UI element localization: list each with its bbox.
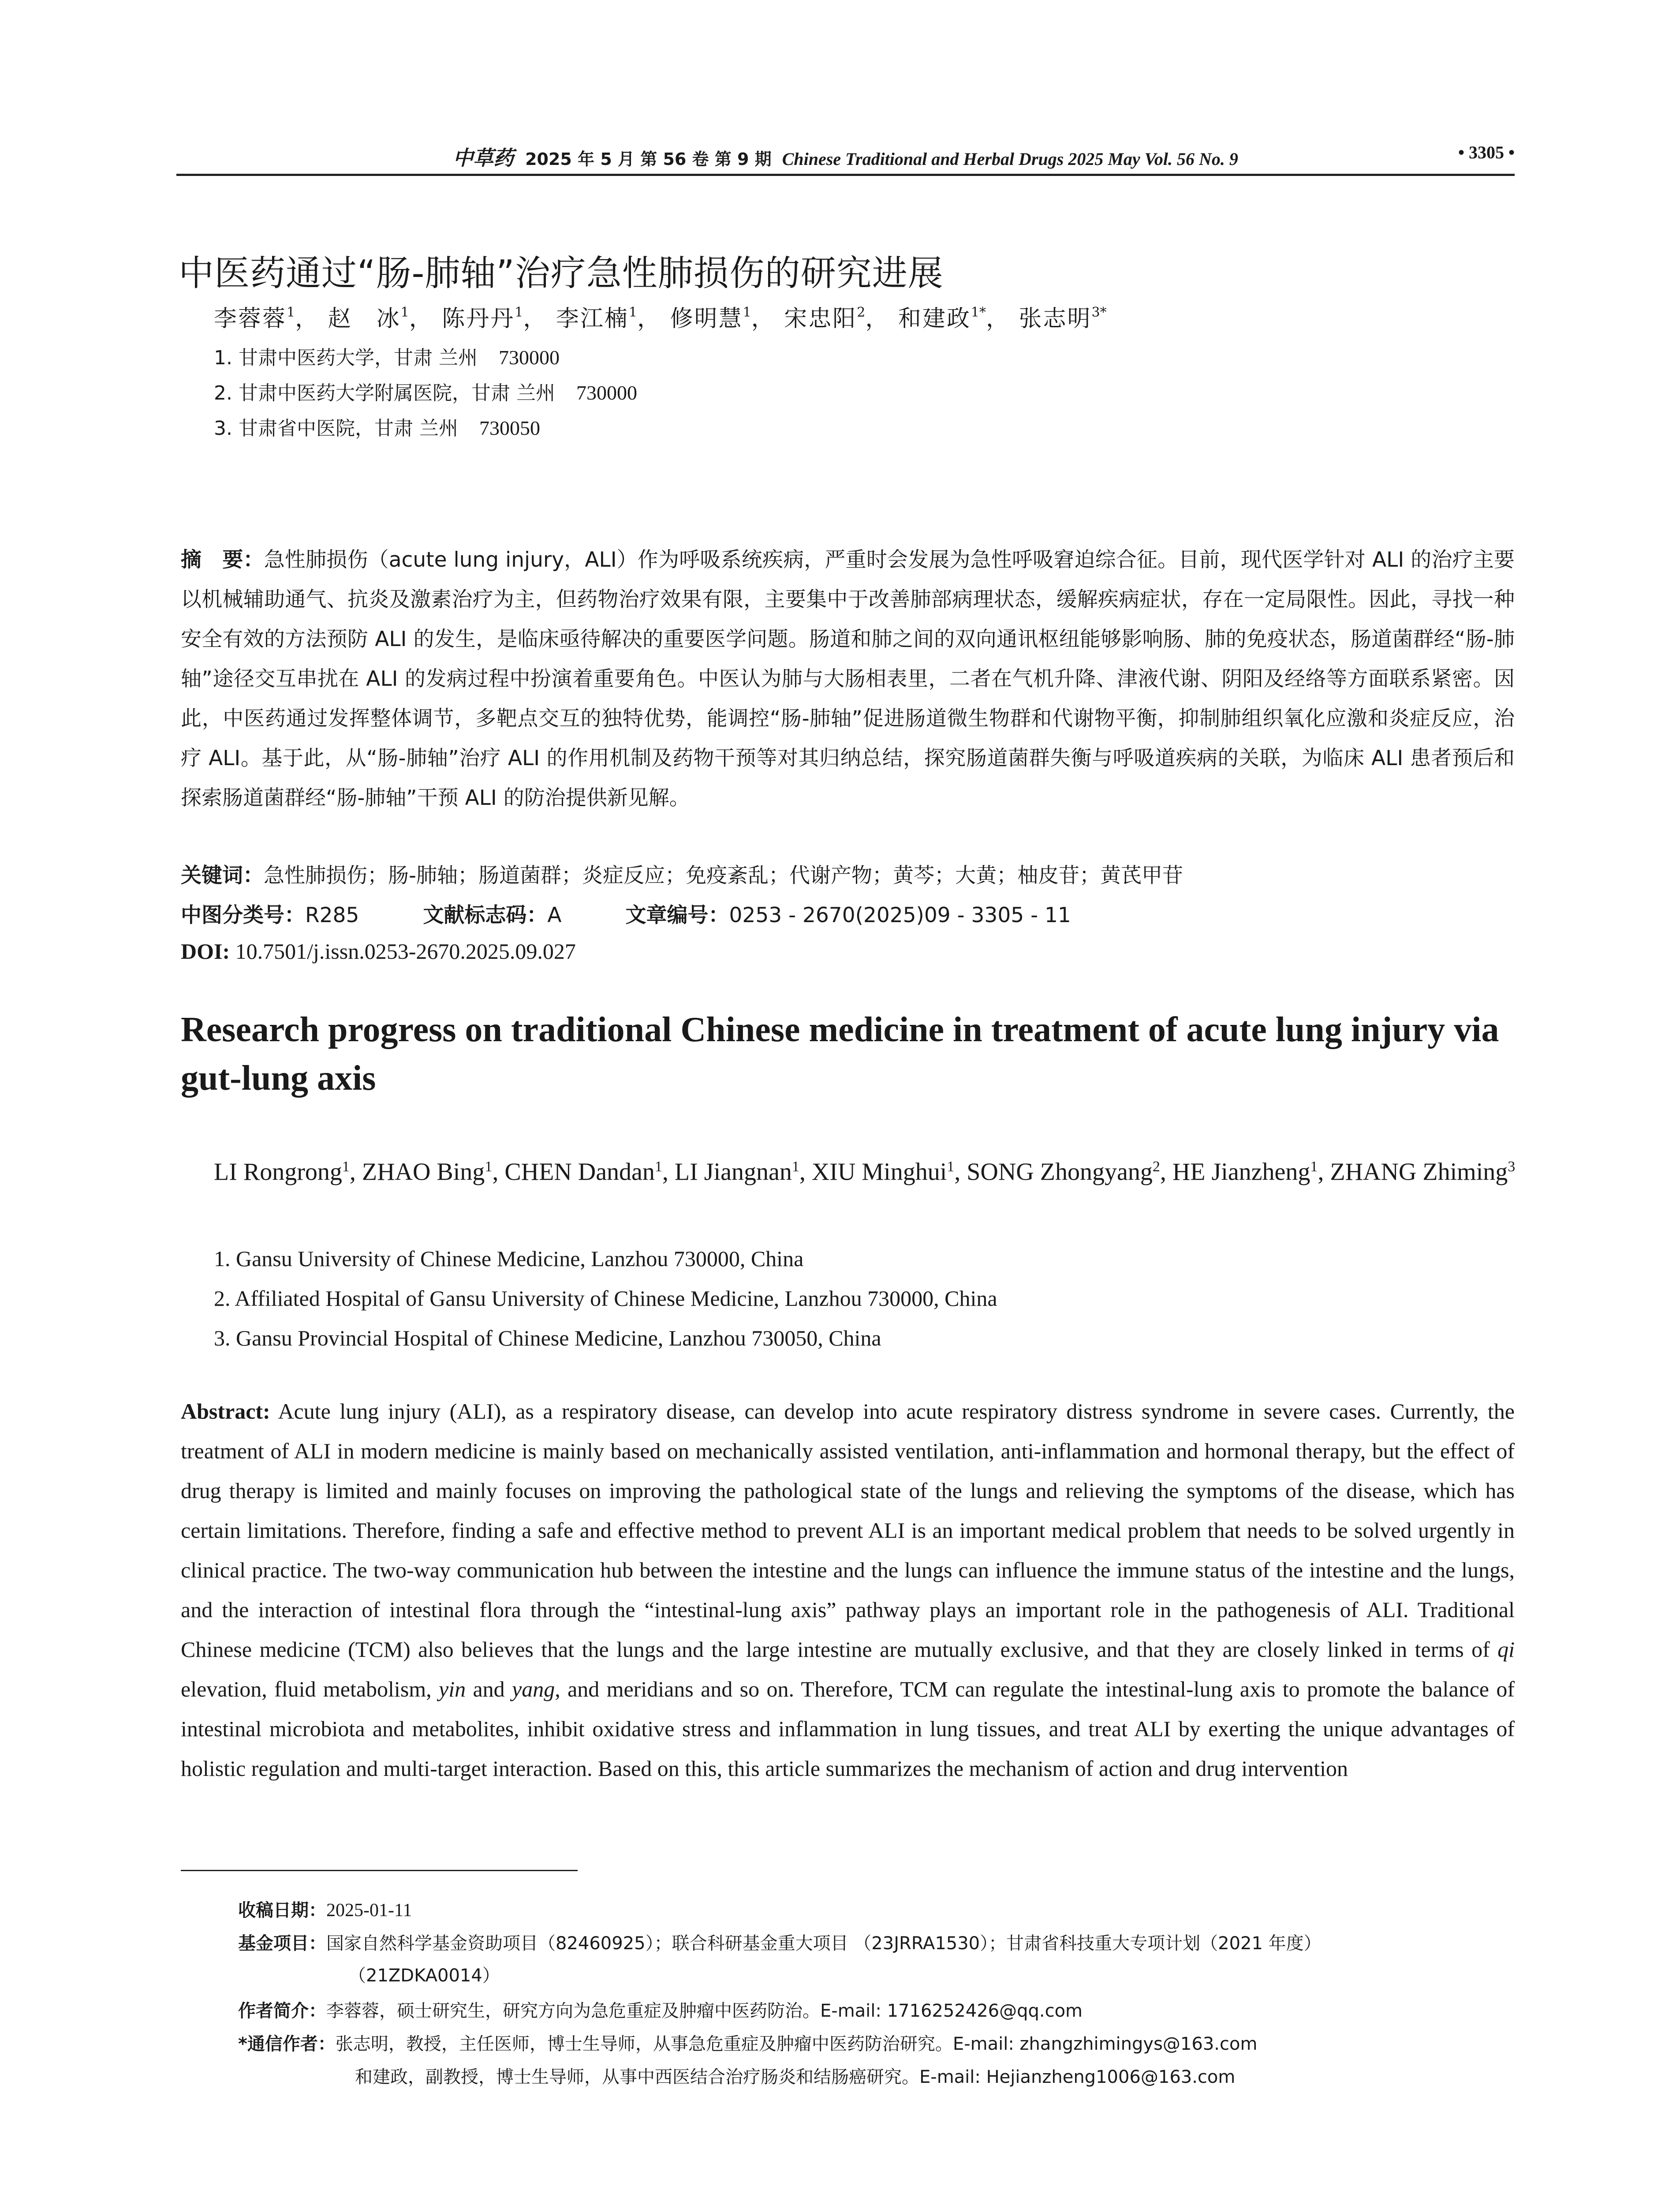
clc-value: R285 (305, 903, 359, 927)
title-en: Research progress on traditional Chinese medicine in treatment of acute lung injury via gut-lung axis (181, 1010, 1499, 1098)
footnote-divider (181, 1870, 578, 1871)
fn-value: 张志明，教授，主任医师，博士生导师，从事急危重症及肿瘤中医药防治研究。E-mail: zhangzhimingys@163.com (335, 2034, 1258, 2054)
abstract-en (181, 1391, 1515, 1788)
author-cn: 李蓉蓉 (214, 306, 287, 332)
author-cn: 赵 冰 (328, 306, 401, 332)
doi-label: DOI: (181, 939, 230, 964)
affiliation-cn (214, 412, 540, 441)
journal-logo: 中草药 (453, 146, 514, 170)
abstract-en-italic: yang (512, 1677, 555, 1701)
running-header (176, 142, 1515, 173)
affiliation-cn (214, 377, 637, 405)
doi-link[interactable]: 10.7501/j.issn.0253-2670.2025.09.027 (235, 939, 576, 964)
affiliation-en: 3. Gansu Provincial Hospital of Chinese Medicine, Lanzhou 730050, China (214, 1326, 881, 1350)
author-sup: 1 (791, 1159, 799, 1175)
author-sup: 1 (400, 305, 409, 320)
author-sup: 3 (1508, 1159, 1516, 1175)
abstract-en-label: Abstract: (181, 1399, 270, 1424)
author-sup: 1 (1310, 1159, 1318, 1175)
issue-cn: 2025 年 5 月 第 56 卷 第 9 期 (525, 149, 772, 169)
article-no-value: 0253 - 2670(2025)09 - 3305 - 11 (729, 903, 1071, 927)
affiliation-text: 3. 甘肃省中医院，甘肃 兰州 (214, 417, 458, 440)
author-cn: 宋忠阳 (784, 306, 857, 332)
abstract-en-italic: qi (1497, 1637, 1515, 1662)
author-cn: 陈丹丹 (442, 306, 515, 332)
title-cn: 中医药通过“肠-肺轴”治疗急性肺损伤的研究进展 (179, 253, 944, 294)
affiliation-zip: 730000 (576, 381, 637, 404)
author-sup: 1 (654, 1159, 662, 1175)
keywords-cn (181, 859, 1183, 889)
fn-label: 收稿日期： (238, 1900, 326, 1921)
fn-label: *通信作者： (238, 2034, 336, 2054)
author-cn: 和建政 (898, 306, 971, 332)
author-en: ZHAO Bing (362, 1158, 485, 1186)
affiliation-zip: 730000 (498, 346, 560, 369)
author-sup: 2 (857, 305, 866, 320)
affiliation-en: 1. Gansu University of Chinese Medicine, Lanzhou 730000, China (214, 1246, 804, 1271)
keywords-text: 急性肺损伤；肠-肺轴；肠道菌群；炎症反应；免疫紊乱；代谢产物；黄芩；大黄；柚皮苷；黄芪甲苷 (264, 863, 1183, 888)
footnote-corresponding-cont: 和建政，副教授，博士生导师，从事中西医结合治疗肠炎和结肠癌研究。E-mail: Hejianzheng1006@163.com (355, 2067, 1236, 2087)
author-cn: 张志明 (1019, 306, 1092, 332)
author-en: ZHANG Zhiming (1330, 1158, 1508, 1186)
abstract-en-text: and (466, 1677, 512, 1701)
page-number: • 3305 • (1458, 142, 1515, 162)
affiliation-text: 2. 甘肃中医药大学附属医院，甘肃 兰州 (214, 382, 555, 404)
issue-en: Chinese Traditional and Herbal Drugs 2025 May Vol. 56 No. 9 (782, 149, 1238, 169)
fn-label: 作者简介： (238, 2001, 326, 2021)
author-sup: 1 (947, 1159, 955, 1175)
doi (181, 938, 576, 964)
abstract-cn-text: 急性肺损伤（acute lung injury，ALI）作为呼吸系统疾病，严重时会发展为急性呼吸窘迫综合征。目前，现代医学针对 ALI 的治疗主要以机械辅助通气、抗炎及激素治疗为主，但药物治疗效果有限，主要集中于改善肺部病理状态，缓解疾病症状，存在一定局限性。因此，寻找一种安全有效的方法预防 ALI 的发生，是临床亟待解决的重要医学问题。肠道和肺之间的双向通讯枢纽能够影响肠、肺的免疫状态，肠道菌群经“肠-肺轴”途径交互串扰在 ALI 的发病过程中扮演着重要角色。中医认为肺与大肠相表里，二者在气机升降、津液代谢、阴阳及经络等方面联系紧密。因此，中医药通过发挥整体调节，多靶点交互的独特优势，能调控“肠-肺轴”促进肠道微生物群和代谢物平衡，抑制肺组织氧化应激和炎症反应，治疗 ALI。基于此，从“肠-肺轴”治疗 ALI 的作用机制及药物干预等对其归纳总结，探究肠道菌群失衡与呼吸道疾病的关联，为临床 ALI 患者预后和探索肠道菌群经“肠-肺轴”干预 ALI 的防治提供新见解。 (181, 548, 1515, 810)
author-sup: 1 (743, 305, 751, 320)
author-sup: 2 (1152, 1159, 1160, 1175)
authors-cn: 李蓉蓉$^1$， 赵 冰$^1$， 陈丹丹$^1$， 李江楠$^1$， 修明慧$^1$， 宋忠阳$^2$， 和建政$^{1*}$， 张志明$^{3*}$ (214, 305, 1107, 332)
author-sup: 1 (342, 1159, 350, 1175)
author-en: SONG Zhongyang (967, 1158, 1153, 1186)
doc-code-value: A (547, 903, 562, 927)
author-en: XIU Minghui (811, 1158, 947, 1186)
authors-en: LI Rongrong$^1$, ZHAO Bing$^1$, CHEN Dandan$^1$, LI Jiangnan$^1$, XIU Minghui$^1$, SONG Zhongyang$^2$, HE Jianzheng$^1$, ZHANG Zhiming$^3$ (214, 1158, 1516, 1186)
author-cn: 修明慧 (670, 306, 743, 332)
author-sup: 1 (485, 1159, 493, 1175)
fn-label: 基金项目： (238, 1933, 326, 1954)
affiliation-en: 2. Affiliated Hospital of Gansu University of Chinese Medicine, Lanzhou 730000, China (214, 1286, 997, 1311)
author-sup: 1* (971, 305, 986, 320)
footnote-corresponding (238, 2030, 1257, 2055)
author-en: CHEN Dandan (504, 1158, 655, 1186)
article-no-label: 文章编号： (625, 903, 729, 927)
classification-row (181, 899, 1071, 928)
affiliation-cn (214, 342, 560, 370)
abstract-en-text: , and meridians and so on. Therefore, TCM can regulate the intestinal-lung axis to promote the balance of intestinal microbiota and metabolites, inhibit oxidative stress and inflammation in lung tissues, and treat ALI by exerting the unique advantages of holistic regulation and multi-target interaction. Based on this, this article summarizes the mechanism of action and drug intervention (181, 1677, 1515, 1781)
footnote-author (238, 1997, 1083, 2022)
affiliation-zip: 730050 (479, 417, 540, 439)
fn-value: 2025-01-11 (326, 1900, 412, 1921)
fn-value: 国家自然科学基金资助项目（82460925）；联合科研基金重大项目 （23JRRA1530）；甘肃省科技重大专项计划（2021 年度） (326, 1933, 1322, 1954)
author-cn: 李江楠 (556, 306, 629, 332)
header-divider (176, 174, 1515, 176)
author-sup: 1 (515, 305, 523, 320)
author-sup: 3* (1091, 305, 1107, 320)
doc-code-label: 文献标志码： (423, 903, 548, 927)
author-en: LI Rongrong (214, 1158, 342, 1186)
abstract-en-italic: yin (439, 1677, 466, 1701)
affiliation-text: 1. 甘肃中医药大学，甘肃 兰州 (214, 347, 478, 369)
keywords-label: 关键词： (181, 863, 264, 888)
author-sup: 1 (628, 305, 638, 320)
abstract-cn (181, 540, 1515, 818)
abstract-en-text: elevation, fluid metabolism, (181, 1677, 439, 1701)
author-en: LI Jiangnan (674, 1158, 792, 1186)
footnote-received (238, 1896, 412, 1921)
footnote-fund-cont: （21ZDKA0014） (348, 1966, 500, 1986)
fn-value: 李蓉蓉，硕士研究生，研究方向为急危重症及肿瘤中医药防治。E-mail: 1716252426@qq.com (326, 2001, 1083, 2021)
abstract-cn-label: 摘 要： (181, 548, 264, 572)
clc-label: 中图分类号： (181, 903, 305, 927)
abstract-en-text: Acute lung injury (ALI), as a respiratory disease, can develop into acute respiratory distress syndrome in severe cases. Currently, the treatment of ALI in modern medicine is mainly based on mechanically assisted ventilation, anti-inflammation and hormonal therapy, but the effect of drug therapy is limited and mainly focuses on improving the pathological state of the lungs and relieving the symptoms of the disease, which has certain limitations. Therefore, finding a safe and effective method to prevent ALI is an important medical problem that needs to be solved urgently in clinical practice. The two-way communication hub between the intestine and the lungs can influence the immune status of the intestine and the lungs, and the interaction of intestinal flora through the “intestinal-lung axis” pathway plays an important role in the pathogenesis of ALI. Traditional Chinese medicine (TCM) also believes that the lungs and the large intestine are mutually exclusive, and that they are closely linked in terms of (181, 1399, 1515, 1662)
footnote-fund (238, 1929, 1322, 1955)
author-en: HE Jianzheng (1172, 1158, 1310, 1186)
author-sup: 1 (287, 305, 295, 320)
